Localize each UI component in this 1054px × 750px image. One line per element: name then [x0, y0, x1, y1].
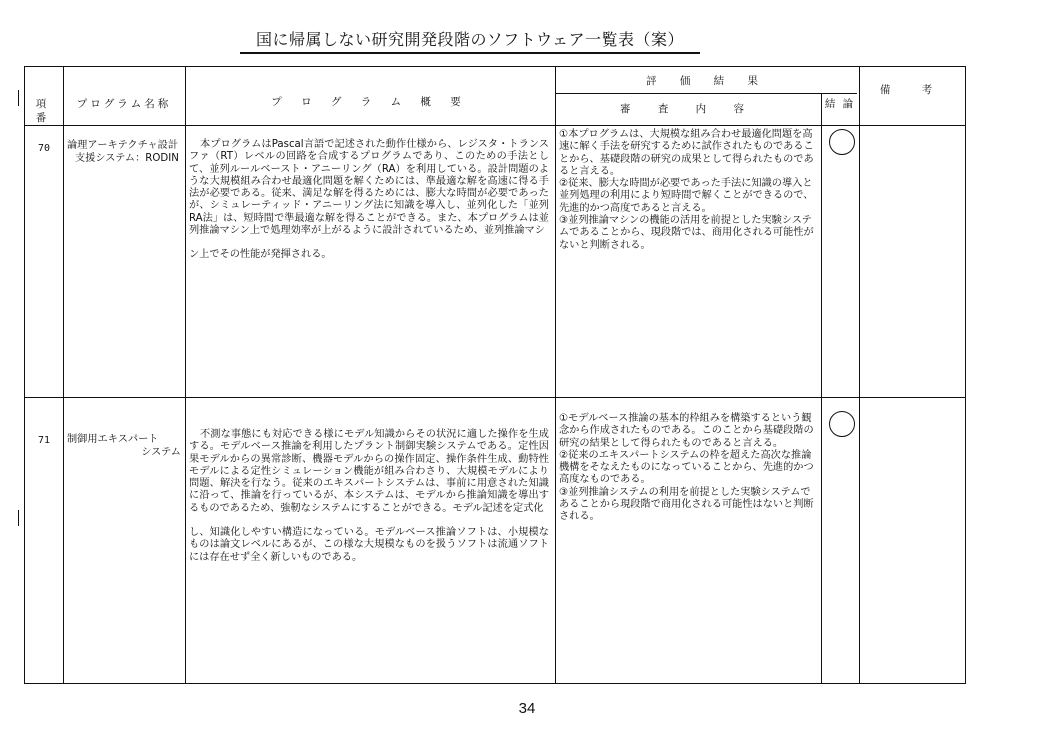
column-divider	[555, 67, 556, 683]
row-program-name	[67, 139, 185, 165]
program-name-line: システム	[141, 447, 181, 458]
row-item-no: 70	[37, 143, 51, 154]
software-list-table	[24, 66, 966, 684]
row-review: ①本プログラムは、大規模な組み合わせ最適化問題を高速に解く手法を研究するために試作されたものであることから、基礎段階の研究の成果として得られたものであると言える。 ②従来、膨大な時間が必要であった手法に知識の導入と並列処理の利用により短時間で解くことができるので、先進的かつ高度であると言える。 ③並列推論マシンの機能の活用を前提とした実験システムであることから、現段階では、商用化される可能性がないと判断される。	[559, 129, 814, 251]
column-divider	[63, 67, 64, 683]
row-divider	[25, 397, 965, 398]
program-name-line: 支援システム：RODIN	[75, 153, 179, 164]
column-divider	[821, 93, 822, 683]
column-divider	[859, 67, 860, 683]
binding-margin-mark	[18, 90, 19, 106]
header-review-content: 審 査 内 容	[619, 103, 756, 115]
header-item-no: 項 番	[35, 98, 53, 124]
row-review: ①モデルベース推論の基本的枠組みを構築するという観念から作成されたものである。このことから基礎段階の研究の結果として得られたものであると言える。 ②従来のエキスパートシステムの枠を超えた高次な推論機構をそなえたものになっていることから、先進的かつ高度なものである。 ③並列推論システムの利用を前提とした実験システムであることから現段階で商用化される可能性はないと判断される。	[559, 413, 814, 523]
header-conclusion: 結 論	[824, 98, 856, 110]
conclusion-circle-mark	[829, 129, 855, 155]
conclusion-circle-mark	[829, 411, 855, 437]
header-remarks: 備 考	[879, 84, 947, 96]
header-evaluation-result: 評 価 結 果	[645, 75, 768, 87]
row-overview: 本プログラムはPascal言語で記述された動作仕様から、レジスタ・トランスファ（RT）レベルの回路を合成するプログラムであり、このための手法として、並列ルールベースト・アニーリング（RA）を利用している。設計問題のような大規模組み合わせ最適化問題を解くためには、準最適な解を高速に得る手法が必要である。従来、満足な解を得るためには、膨大な時間が必要であったが、シミュレーティッド・アニーリング法に知識を導入し、並列化した「並列RA法」は、短時間で準最適な解を得ることができる。また、本プログラムは並列推論マシン上で処理効率が上がるように設計されているため、並列推論マシ	[189, 139, 549, 237]
header-bottom-line	[25, 125, 965, 126]
program-name-line: 制御用エキスパート	[67, 434, 159, 445]
page-number: 34	[518, 700, 536, 717]
header-program-name: プログラム名称	[76, 98, 172, 110]
row-item-no: 71	[37, 435, 51, 446]
binding-margin-mark	[18, 510, 19, 526]
column-divider	[185, 67, 186, 683]
header-program-overview: プ ロ グ ラ ム 概 要	[271, 96, 469, 108]
program-name-line: 論理アーキテクチャ設計	[67, 140, 179, 151]
row-overview-continued: し、知識化しやすい構造になっている。モデルベース推論ソフトは、小規模なものは論文レベルにあるが、この様な大規模なものを扱うソフトは流通ソフトには存在せず全く新しいものである。	[189, 527, 549, 563]
row-overview-continued: ン上でその性能が発揮される。	[189, 249, 332, 260]
header-subdivider	[555, 93, 857, 94]
row-overview: 不測な事態にも対応できる様にモデル知識からその状況に適した操作を生成する。モデルベース推論を利用したプラント制御実験システムである。定性因果モデルからの異常診断、機器モデルからの操作固定、操作条件生成、動特性モデルによる定性シミュレーション機能が組み合わさり、大規模モデルにより問題、解決を行なう。従来のエキスパートシステムは、事前に用意された知識に沿って、推論を行っているが、本システムは、モデルから推論知識を導出するものであるため、強靭なシステムにすることができる。モデル記述を定式化	[189, 429, 549, 514]
row-program-name	[67, 433, 181, 459]
page-title: 国に帰属しない研究開発段階のソフトウェア一覧表（案）	[240, 30, 700, 54]
